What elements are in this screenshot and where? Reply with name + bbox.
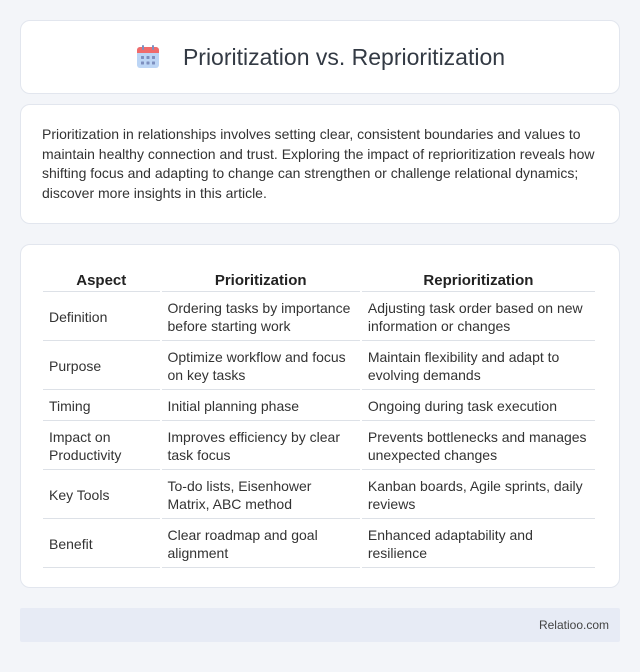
row-aspect: Definition [43,292,160,341]
table-row [43,390,595,421]
calendar-icon [135,44,161,70]
row-reprioritization: Ongoing during task execution [362,390,595,421]
row-reprioritization: Adjusting task order based on new information or changes [362,292,595,341]
row-reprioritization: Prevents bottlenecks and manages unexpected changes [362,421,595,470]
table-row [43,292,595,341]
row-prioritization: Ordering tasks by importance before starting work [162,292,360,341]
comparison-card [20,244,620,588]
title-row [135,44,505,71]
row-reprioritization: Maintain flexibility and adapt to evolving demands [362,341,595,390]
row-aspect: Purpose [43,341,160,390]
table-row [43,470,595,519]
header-prioritization: Prioritization [162,265,360,292]
row-aspect: Key Tools [43,470,160,519]
intro-paragraph: Prioritization in relationships involves setting clear, consistent boundaries and values to maintain healthy connection and trust. Exploring the impact of reprioritization reveals how shifting focus and adapting to change can strengthen or challenge relational dynamics; discover more insights in this article. [42,126,595,201]
table-header-row [43,265,595,292]
row-prioritization: To-do lists, Eisenhower Matrix, ABC method [162,470,360,519]
row-reprioritization: Kanban boards, Agile sprints, daily reviews [362,470,595,519]
comparison-table [41,265,597,568]
footer [20,608,620,642]
title-card [20,20,620,94]
row-prioritization: Clear roadmap and goal alignment [162,519,360,568]
table-row [43,421,595,470]
row-reprioritization: Enhanced adaptability and resilience [362,519,595,568]
row-aspect: Benefit [43,519,160,568]
row-prioritization: Optimize workflow and focus on key tasks [162,341,360,390]
row-aspect: Timing [43,390,160,421]
row-aspect: Impact on Productivity [43,421,160,470]
intro-card [20,104,620,224]
table-row [43,519,595,568]
table-row [43,341,595,390]
page-title: Prioritization vs. Reprioritization [182,43,506,70]
row-prioritization: Improves efficiency by clear task focus [162,421,360,470]
header-aspect: Aspect [43,265,160,292]
row-prioritization: Initial planning phase [162,390,360,421]
header-reprioritization: Reprioritization [362,265,595,292]
footer-site-link[interactable]: Relatioo.com [538,618,609,632]
